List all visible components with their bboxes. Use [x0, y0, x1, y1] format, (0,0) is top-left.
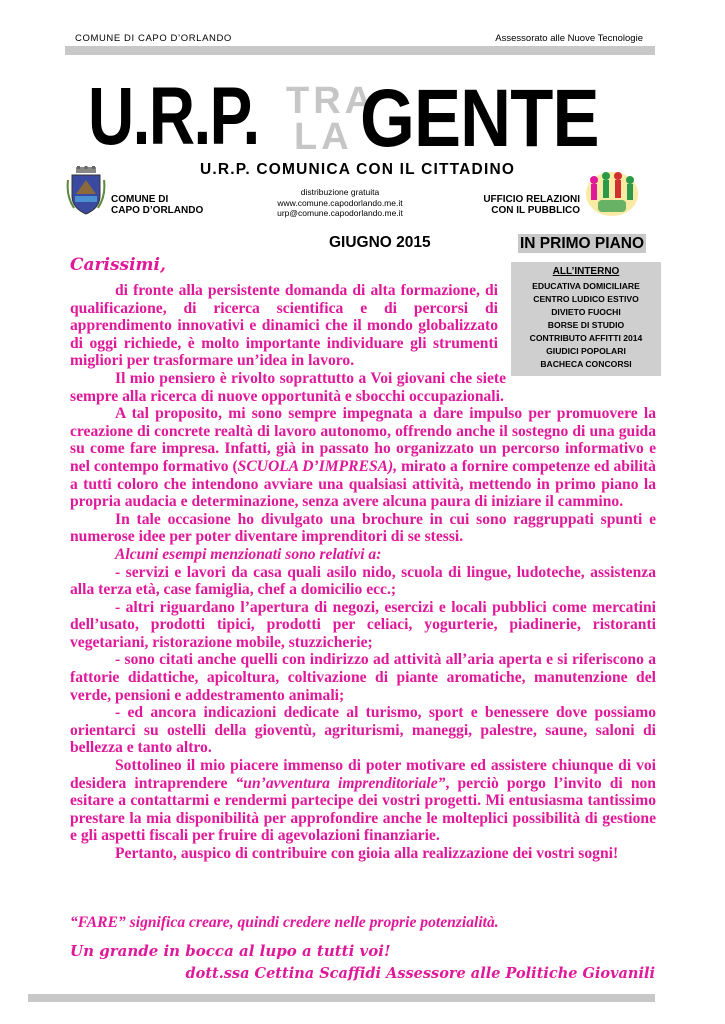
distribution-note: distribuzione gratuita	[300, 187, 380, 197]
inside-item: BORSE DI STUDIO	[547, 320, 625, 330]
letter-body	[70, 282, 656, 863]
paragraph-3-part-c: mirato a fornire competenze ed abilità a tutti coloro che intendono avviare una qualsiasi attività, mettendo in primo piano la propria audacia e determinazione, senza avere alcuna paura di iniziare il cammino.	[70, 457, 656, 511]
masthead	[88, 71, 608, 164]
top-header	[65, 31, 655, 45]
inside-item: DIVIETO FUOCHI	[551, 307, 621, 317]
contact-info	[240, 187, 440, 219]
masthead-urp: U.R.P.	[88, 71, 259, 162]
paragraph-5: Alcuni esempi menzionati sono relativi a:	[115, 545, 382, 563]
comune-line-1: COMUNE DI	[111, 194, 169, 205]
good-luck-wish: Un grande in bocca al lupo a tutti voi!	[70, 942, 391, 960]
paragraph-11: Pertanto, auspico di contribuire con gioia alla realizzazione dei vostri sogni!	[115, 845, 619, 862]
paragraph-3-part-a: A tal proposito, mi sono sempre impegnata a dare impulso per promuovere la creazione di concrete realtà di lavoro autonomo, offrendo anche il sostegno di una guida su come fare impresa. Infatti, già in passato ho organizzato un percorso informativo e nel contempo formativo (	[70, 405, 656, 475]
header-assessorato: Assessorato alle Nuove Tecnologie	[495, 33, 643, 44]
masthead-subtitle: U.R.P. COMUNICA CON IL CITTADINO	[200, 161, 516, 178]
paragraph-10-part-b: “un’avventura imprenditoriale”	[235, 774, 446, 792]
issue-date: GIUGNO 2015	[329, 234, 431, 251]
paragraph-10-part-c: , perciò porgo l’invito di non esitare a contattarmi e rendermi partecipe dei vostri progetti. Mi entusiasma tantissimo prestare la mia disponibilità per approfondire anche le molteplici possibilità di gestione e gli aspetti fiscali per fruire di agevolazioni finanziarie.	[70, 774, 656, 845]
signature: dott.ssa Cettina Scaffidi Assessore alle Politiche Giovanili	[185, 965, 655, 982]
coat-of-arms-icon	[66, 166, 106, 216]
paragraph-1: di fronte alla persistente domanda di alta formazione, di qualificazione, di ricerca scientifica e di percorsi di apprendimento innovativi e dinamici che il mondo globalizzato di oggi richiede, è molto importante individuare gli strumenti migliori per trasformare un’idea in lavoro.	[70, 282, 498, 370]
masthead-gente: GENTE	[360, 73, 599, 164]
section-label: IN PRIMO PIANO	[520, 235, 645, 252]
paragraph-10-part-a: Sottolineo il mio piacere immenso di poter motivare ed assistere chiunque di voi desidera intraprendere	[70, 757, 656, 792]
ufficio-line-2: CON IL PUBBLICO	[491, 205, 580, 216]
email-link[interactable]: urp@comune.capodorlando.me.it	[277, 208, 403, 218]
inside-item: CONTRIBUTO AFFITTI 2014	[529, 333, 643, 343]
urp-people-logo-icon	[584, 166, 640, 218]
paragraph-4: In tale occasione ho divulgato una brochure in cui sono raggruppati spunti e numerose idee per poter diventare imprenditori di se stessi.	[70, 510, 656, 546]
paragraph-8: - sono citati anche quelli con indirizzo ad attività all’aria aperta e si riferiscono a fattorie didattiche, apicoltura, coltivazione di piante aromatiche, manutenzione del verde, pensioni e addestramento animali;	[70, 651, 656, 704]
ufficio-label	[482, 194, 580, 216]
comune-label	[111, 194, 203, 216]
top-divider	[65, 46, 655, 55]
bottom-divider	[28, 994, 655, 1002]
fare-quote: “FARE” significa creare, quindi credere nelle proprie potenzialità.	[70, 914, 499, 931]
paragraph-3	[70, 405, 656, 511]
paragraph-3-part-b: SCUOLA D’IMPRESA),	[237, 457, 398, 475]
inside-item: GIUDICI POPOLARI	[546, 346, 626, 356]
paragraph-9: - ed ancora indicazioni dedicate al turismo, sport e benessere dove possiamo orientarci su ostelli della gioventù, agriturismi, maneggi, palestre, saune, saloni di bellezza e tanto altro.	[70, 704, 656, 757]
inside-item: BACHECA CONCORSI	[540, 359, 632, 369]
masthead-la: LA	[294, 116, 353, 158]
inside-item: EDUCATIVA DOMICILIARE	[532, 281, 640, 291]
ufficio-line-1: UFFICIO RELAZIONI	[483, 194, 580, 205]
comune-line-2: CAPO D’ORLANDO	[111, 205, 204, 216]
paragraph-7: - altri riguardano l’apertura di negozi, esercizi e locali pubblici come mercatini dell’usato, prodotti tipici, prodotti per celiaci, yogurterie, piadinerie, ristoranti vegetariani, ristorazione mobile, stuzzicherie;	[70, 598, 656, 651]
header-comune: COMUNE DI CAPO D’ORLANDO	[75, 33, 232, 44]
paragraph-2: Il mio pensiero è rivolto soprattutto a Voi giovani che siete sempre alla ricerca di nuove opportunità e sbocchi occupazionali.	[70, 369, 506, 405]
paragraph-6: - servizi e lavori da casa quali asilo nido, scuola di lingue, ludoteche, assistenza alla terza età, case famiglia, chef a domicilio ecc.;	[70, 563, 656, 599]
inside-item: CENTRO LUDICO ESTIVO	[533, 294, 639, 304]
masthead-tra: TRA	[286, 80, 377, 122]
inside-title: ALL’INTERNO	[552, 266, 620, 277]
letter-greeting: Carissimi,	[70, 255, 166, 275]
website-link[interactable]: www.comune.capodorlando.me.it	[277, 197, 403, 208]
paragraph-10	[70, 757, 656, 845]
